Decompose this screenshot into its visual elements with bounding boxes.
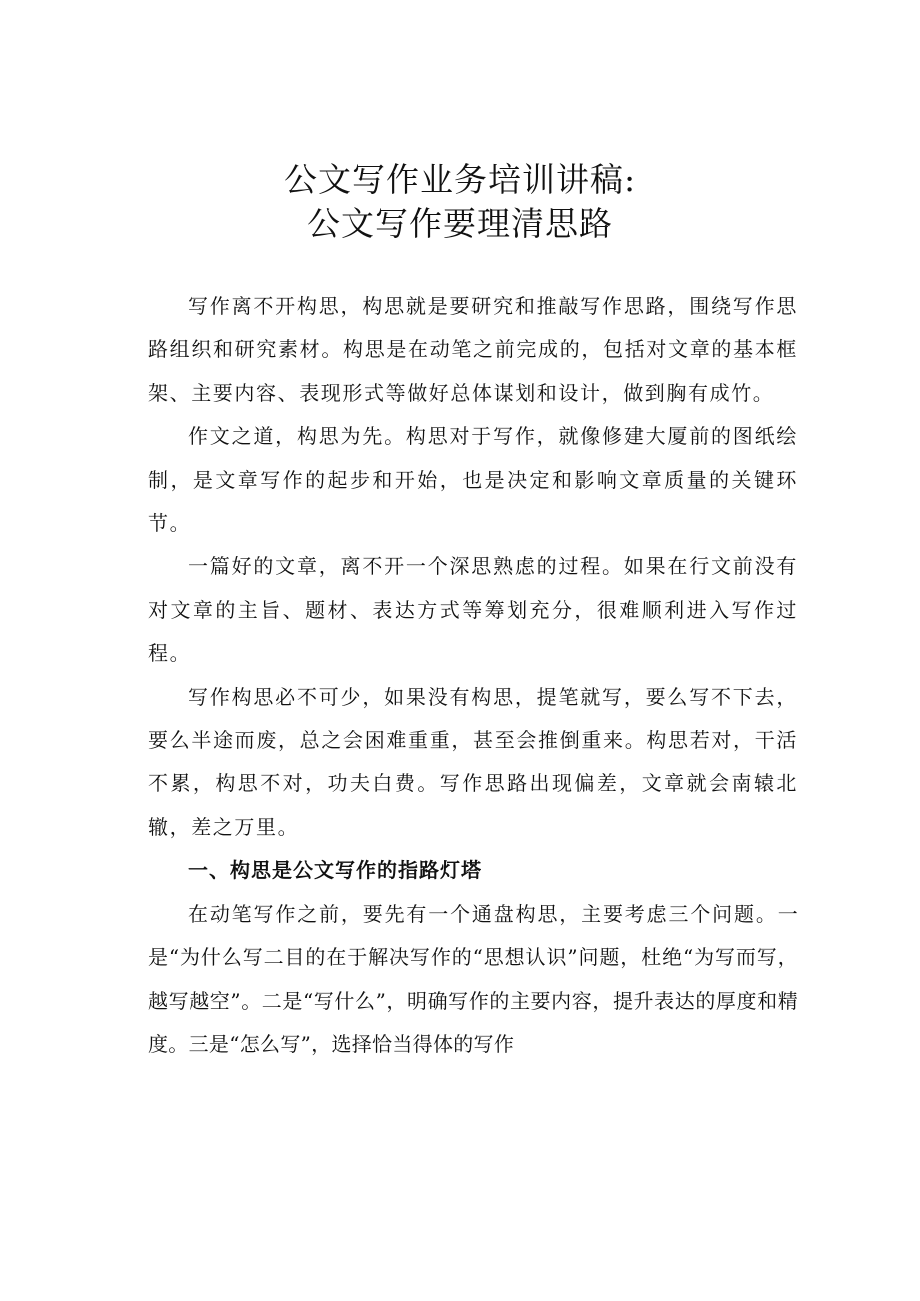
title-line-2: 公文写作要理清思路 [307,204,613,243]
document-title [0,158,920,246]
section-paragraph: 在动笔写作之前，要先有一个通盘构思，主要考虑三个问题。一是“为什么写二目的在于解决写作的“思想认识”问题，杜绝“为写而写，越写越空”。二是“写什么”，明确写作的主要内容，提升表达的厚度和精度。三是“怎么写”，选择恰当得体的写作 [148,901,798,1056]
paragraph-4: 写作构思必不可少，如果没有构思，提笔就写，要么写不下去，要么半途而废，总之会困难重重，甚至会推倒重来。构思若对，干活不累，构思不对，功夫白费。写作思路出现偏差，文章就会南辕北辙，差之万里。 [148,684,798,839]
paragraph-2: 作文之道，构思为先。构思对于写作，就像修建大厦前的图纸绘制，是文章写作的起步和开始，也是决定和影响文章质量的关键环节。 [148,424,798,536]
document-body [148,285,798,1066]
paragraph-1: 写作离不开构思，构思就是要研究和推敲写作思路，围绕写作思路组织和研究素材。构思是在动笔之前完成的，包括对文章的基本框架、主要内容、表现形式等做好总体谋划和设计，做到胸有成竹。 [148,294,798,405]
title-line-1: 公文写作业务培训讲稿: [283,160,637,199]
section-heading: 一、构思是公文写作的指路灯塔 [188,858,482,883]
paragraph-3: 一篇好的文章，离不开一个深思熟虑的过程。如果在行文前没有对文章的主旨、题材、表达方式等筹划充分，很难顺利进入写作过程。 [148,554,798,666]
